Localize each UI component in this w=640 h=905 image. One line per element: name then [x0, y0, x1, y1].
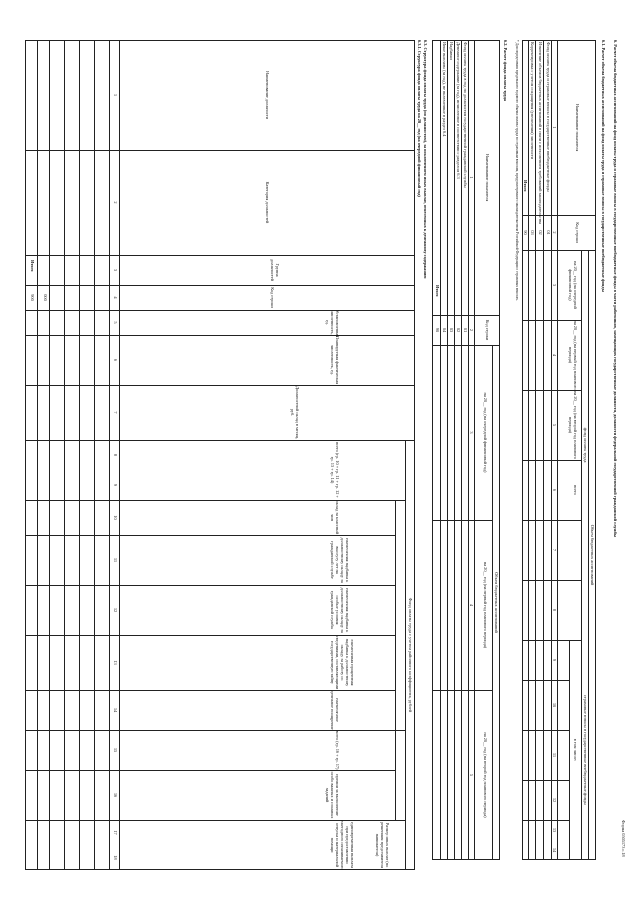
t61-num-3: 3: [552, 283, 557, 287]
table-6-3: [25, 40, 415, 870]
t62-num-1: 1: [469, 176, 474, 179]
t61-num-8: 8: [552, 608, 557, 612]
t62-num-2: 2: [469, 328, 474, 332]
t63-num-18: 18: [113, 855, 118, 860]
t61-num-12: 12: [552, 797, 557, 803]
t61-num-10: 10: [552, 702, 557, 708]
t61-col-ins: страховые взносы в государственные внебюджетные фонды: [583, 695, 588, 805]
t63-num-15: 15: [113, 747, 118, 753]
t63-num-8: 8: [113, 453, 118, 457]
t63-col-material: единовременная выплата при предоставлении ежегодного оплачиваемого отпуска и материальной помощи: [330, 820, 355, 870]
t63-col-special: премии за выполнение особо важных и сложных заданий: [325, 771, 340, 819]
section63-heading: 6.3. Структура фонда оплаты труда (по должностям), за исключением иных выплат, отнесенных к денежному содержанию: [423, 40, 428, 279]
t63-col-bonus: ежемесячное денежное поощрение: [330, 690, 340, 730]
t63-col-total2: всего (гр. 16 + гр. 17): [335, 730, 340, 770]
t61-num-1: 1: [552, 126, 557, 129]
t62-row-3-code: 03: [449, 327, 454, 333]
t61-col-fot: фонд оплаты труда: [583, 427, 588, 463]
t63-col-other: Размер иных выплат (по решениям представителя нанимателя): [375, 821, 390, 869]
t61-num-9: 9: [552, 658, 557, 662]
t62-col-name: Наименование показателя: [485, 153, 490, 202]
t63-num-1: 1: [113, 93, 118, 97]
t62-col-y2: на 20__ год (на первый год планового периода): [483, 561, 488, 649]
t63-num-4: 4: [113, 296, 118, 299]
t63-num-12: 12: [113, 607, 118, 613]
t63-col-extra3: ежемесячная процентная надбавка к должностному окладу за работу со сведениями, составляющими государственную тайну: [330, 635, 355, 690]
t61-row-total-code: 90: [523, 230, 528, 235]
section6-heading: 6. Расчет объема бюджетных ассигнований на фонд оплаты труда и страховые взносы в государственные внебюджетные фонды в части работников, замещающих государственные должности, должности федеральной государственной гражданской службы: [613, 40, 618, 538]
t61-row-1-name: Фонд оплаты труда и страховые взносы в государственные внебюджетные фонды: [546, 42, 551, 192]
t61-row-2-name: Изменение объемов бюджетных ассигнований в связи с исполнением требований законодательства: [538, 42, 543, 224]
t61-row-2-code: 02: [538, 230, 543, 235]
t61-num-4: 4: [552, 353, 557, 357]
t62-row-4-code: 04: [442, 327, 447, 333]
t62-col-group: Объем бюджетных ассигнований: [494, 572, 499, 633]
t63-col-actual: Планируемая фактическая численность, ед.: [330, 335, 340, 385]
t63-col-oklad: оклад за классный чин: [330, 500, 340, 535]
t63-num-3: 3: [113, 268, 118, 272]
t61-col-y1: на 20__ год (на очередной финансовый год): [568, 261, 578, 309]
t62-row-2-code: 02: [456, 327, 461, 333]
t63-num-9: 9: [113, 483, 118, 487]
t63-num-14: 14: [113, 707, 118, 713]
t61-num-11: 11: [552, 752, 557, 758]
t63-col-extra1: ежемесячная надбавка к должностному окладу за выслугу лет на гражданской службе: [330, 537, 350, 583]
t61-col-incl: в том числе:: [573, 738, 578, 762]
t63-col-staff: Установленная численность, ед.: [325, 310, 340, 338]
t63-num-7: 7: [113, 411, 118, 414]
t61-col-y2: на 20__ год (на первый год планового периода): [568, 320, 578, 390]
section63-subheading: 6.3.1. Структура фонда оплаты труда на 20__ год (на очередной финансовый год): [417, 40, 422, 197]
t63-num-11: 11: [113, 557, 118, 563]
t63-col-pos-name: Наименование должности: [265, 71, 270, 119]
t62-row-total-name: Итого: [435, 285, 440, 297]
t63-col-group-title: Фонд оплаты труда с учетом районного коэффициента, рублей: [408, 597, 413, 713]
t62-row-1-code: 01: [463, 327, 468, 333]
t61-num-6: 6: [552, 488, 557, 492]
t62-col-y3: на 20__ год (на второй год планового периода): [483, 732, 488, 818]
t61-col-code: Код строки: [575, 222, 580, 243]
t61-col-group: Объем бюджетных ассигнований: [590, 524, 595, 586]
t63-num-10: 10: [113, 515, 118, 520]
t61-footnote: * Для определения предельного годового объема оплаты труда по страховым взносам, предусмотренного законодательством Российской Федерации о страховых взносах.: [515, 40, 519, 301]
t61-row-3-name: Корректировка с учетом сокращения (увеличения) численности: [530, 42, 535, 159]
t62-num-5: 5: [469, 773, 474, 777]
section62-heading: 6.2. Расчет фонда оплаты труда: [503, 40, 508, 101]
t61-col-name: Наименование показателя: [575, 103, 580, 152]
t63-num-16: 16: [113, 792, 118, 798]
t62-row-2-name: Денежное содержание (за год), исчисленное в соответствии с разделом 6.3: [456, 42, 461, 179]
t63-col-total: всего (гр. 10 + гр. 11 + гр. 12 + гр. 13 + гр. 14): [330, 442, 340, 498]
t61-num-7: 7: [552, 548, 557, 552]
t62-row-total-code: 90: [435, 327, 440, 333]
form-code: Форма 0505173 с.18: [621, 820, 626, 857]
t61-row-total-name: Итого: [523, 180, 528, 192]
t61-num-2: 2: [552, 231, 557, 234]
t63-num-13: 13: [113, 660, 118, 665]
t62-col-code: Код строки: [485, 319, 490, 341]
t61-row-1-code: 01: [546, 230, 551, 235]
t63-col-group: Группа должностей: [270, 259, 280, 281]
t63-num-5: 5: [113, 321, 118, 324]
t62-row-3-name: Надбавки: [449, 42, 454, 60]
t61-col-total: всего: [573, 485, 578, 495]
t62-row-4-name: Иные выплаты (за год), не включенные в раздел 6.4: [442, 42, 447, 137]
t62-num-4: 4: [469, 603, 474, 607]
t62-col-y1: на 20__ год (на очередной финансовый год): [483, 392, 488, 473]
t63-num-17: 17: [113, 830, 118, 835]
t61-row-3-code: 03: [530, 230, 535, 235]
t62-row-1-name: Фонд оплаты труда в год по должностям государственной гражданской службы: [463, 42, 468, 188]
t63-col-code: Код строки: [270, 287, 275, 308]
t61-num-14: 14: [552, 847, 557, 853]
t61-num-13: 13: [552, 827, 557, 833]
t62-num-3: 3: [469, 431, 474, 434]
t63-col-extra2: ежемесячная надбавка к должностному окладу за особые условия гражданской службы: [330, 587, 350, 633]
t63-total-label: Итого: [30, 260, 35, 272]
t63-row-code-000: 000: [43, 294, 48, 301]
t63-col-salary: Должностной оклад в месяц, руб.: [290, 386, 300, 439]
t63-num-2: 2: [113, 201, 118, 204]
t61-num-5: 5: [552, 423, 557, 427]
t63-num-6: 6: [113, 358, 118, 362]
t63-row-code-900: 900: [30, 294, 35, 301]
section6-subheading: 6.1. Расчет объема бюджетных ассигнований на фонд оплаты труда и страховые взносы в государственные внебюджетные фонды: [601, 40, 606, 292]
t63-col-category: Категория должностей: [265, 181, 270, 224]
t61-col-y3: на 20__ год (на второй год планового периода): [568, 391, 578, 459]
